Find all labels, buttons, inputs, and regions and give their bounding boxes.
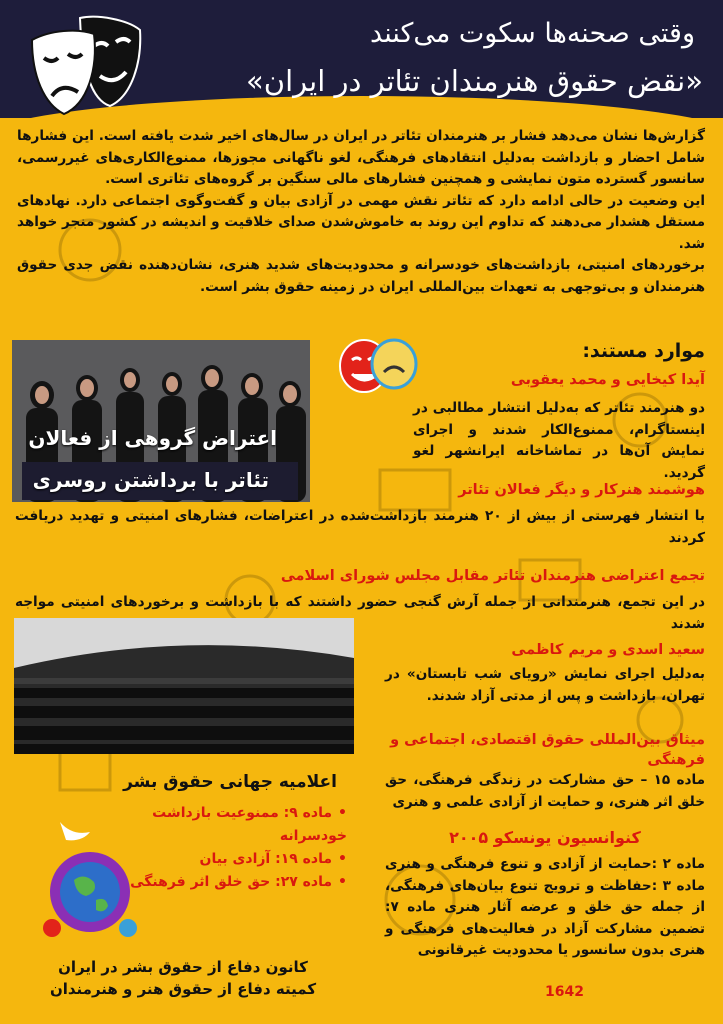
footer-org-line-2: کمیته دفاع از حقوق هنر و هنرمندان <box>49 980 317 998</box>
document-number: 1642 <box>545 984 584 1000</box>
title-line-1: وقتی صحنه‌ها سکوت می‌کنند <box>370 18 695 49</box>
icescr-text: ماده ۱۵ – حق مشارکت در زندگی فرهنگی، حق خلق اثر هنری، و حمایت از آزادی علمی و هنری <box>385 772 705 810</box>
case-2-title: هوشمند هنرکار و دیگر فعالان تئاتر <box>458 482 705 498</box>
intro-text <box>17 126 705 298</box>
udhr-title: اعلامیه جهانی حقوق بشر <box>123 772 337 792</box>
unesco-title: کنوانسیون یونسکو ۲۰۰۵ <box>449 828 641 847</box>
intro-paragraph-3: برخوردهای امنیتی، بازداشت‌های خودسرانه و محدودیت‌های شدید هنری، نشان‌دهنده نقض جدی حقوق هنرمندان و بی‌توجهی به تعهدات بین‌المللی ایران در زمینه حقوق بشر است. <box>17 257 705 295</box>
case-3-text: در این تجمع، هنرمندانی از جمله آرش گنجی حضور داشتند که با بازداشت و برخوردهای امنیتی مواجه شدند <box>15 594 705 632</box>
intro-paragraph-2: این وضعیت در حالی ادامه دارد که تئاتر نقش مهمی در آزادی بیان و گفت‌وگوی اجتماعی دارد. نهادهای مستقل هشدار می‌دهند که تداوم این روند به خاموش‌شدن صدای خلاقیت و اندیشه در کشور منجر خواهد شد. <box>17 192 705 252</box>
title-line-2: «نقض حقوق هنرمندان تئاتر در ایران» <box>246 64 703 98</box>
case-1-text: دو هنرمند تئاتر که به‌دلیل انتشار مطالبی در اینستاگرام، ممنوع‌الکار شدند و اجرای نمایش آن‌ها در تماشاخانه ایرانشهر لغو گردید. <box>413 400 705 481</box>
udhr-item: • ماده ۱۹: آزادی بیان <box>117 848 347 871</box>
udhr-item: • ماده ۹: ممنوعیت بازداشت خودسرانه <box>117 802 347 848</box>
intro-paragraph-1: گزارش‌ها نشان می‌دهد فشار بر هنرمندان تئاتر در ایران در سال‌های اخیر شدت یافته است. این فشارها شامل احضار و بازداشت به‌دلیل انتقادهای فرهنگی، لغو ناگهانی مجوزها، ممنوع‌الکاری‌های غیررسمی، سانسور گسترده متون نمایشی و همچنین فشارهای مالی سنگین بر گروه‌های تئاتری است. <box>17 128 705 187</box>
udhr-item: • ماده ۲۷: حق خلق اثر فرهنگی <box>117 871 347 894</box>
theatre-hall-photo <box>14 618 354 754</box>
case-4-text: به‌دلیل اجرای نمایش «رویای شب تابستان» در تهران، بازداشت و پس از مدتی آزاد شدند. <box>385 666 705 704</box>
theatre-masks-icon <box>28 12 148 122</box>
footer-org-line-1: کانون دفاع از حقوق بشر در ایران <box>58 958 308 976</box>
case-1-title: آیدا کیخایی و محمد یعقوبی <box>510 372 705 388</box>
udhr-list <box>117 802 347 894</box>
case-2-text: با انتشار فهرستی از بیش از ۲۰ هنرمند بازداشت‌شده در اعتراضات، فشارهای امنیتی و تهدید دریافت کردند <box>15 508 705 546</box>
theatre-hall-seats <box>14 618 354 754</box>
icescr-title: میثاق بین‌المللی حقوق اقتصادی، اجتماعی و فرهنگی <box>390 732 705 768</box>
human-rights-globe-logo <box>40 818 140 948</box>
cases-heading: موارد مستند: <box>582 340 705 362</box>
case-4-title: سعید اسدی و مریم کاظمی <box>511 642 705 658</box>
photo-caption-line-1: اعتراض گروهی از فعالان <box>28 426 277 450</box>
unesco-text: ماده ۲ :حمایت از آزادی و تنوع فرهنگی و هنری ماده ۳ :حفاظت و ترویج تنوع بیان‌های فرهنگی، از جمله حق خلق و عرضه آثار هنری ماده ۷: تضمین مشارکت آزاد در فعالیت‌های فرهنگی و هنری بدون سانسور یا محدودیت غیرقانونی <box>385 856 705 958</box>
comedy-tragedy-icon <box>332 336 424 394</box>
case-3-title: تجمع اعتراضی هنرمندان تئاتر مقابل مجلس شورای اسلامی <box>280 568 705 584</box>
footer <box>33 956 333 1000</box>
photo-caption-line-2: تئاتر با برداشتن روسری <box>32 468 269 492</box>
